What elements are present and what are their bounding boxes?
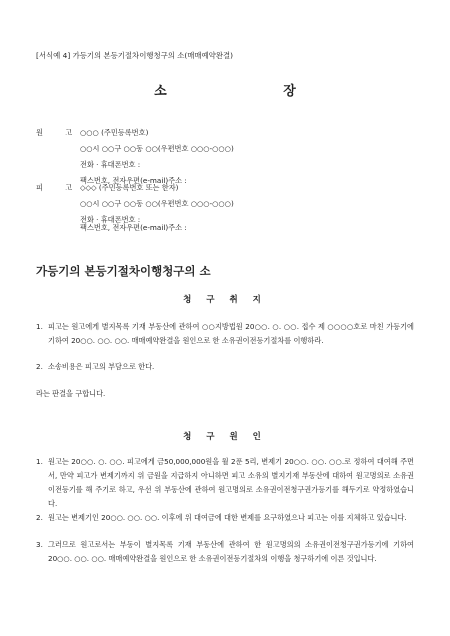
claim-cause-heading: 청 구 원 인 bbox=[183, 432, 267, 442]
claim-purpose-item-1 bbox=[36, 320, 414, 348]
item-number: 1. bbox=[36, 457, 43, 466]
item-number: 2. bbox=[36, 513, 43, 522]
claim-cause-item-3 bbox=[36, 538, 414, 566]
plaintiff-address: ○○시 ○○구 ○○동 ○○(우편번호 ○○○-○○○) bbox=[80, 144, 234, 153]
item-number: 2. bbox=[36, 362, 43, 371]
item-number: 1. bbox=[36, 322, 43, 331]
item-text: 원고는 변제기인 20○○. ○○. ○○. 이후에 위 대여금에 대한 변제를 요구하였으나 피고는 이를 지체하고 있습니다. bbox=[48, 513, 407, 522]
defendant-phone: 전화 · 휴대폰번호 : bbox=[80, 215, 141, 224]
claim-purpose-heading: 청 구 취 지 bbox=[183, 295, 267, 305]
item-text: 피고는 원고에게 별지목록 기재 부동산에 관하여 ○○지방법원 20○○. ○. ○○. 접수 제 ○○○○호로 마친 가등기에 기하여 20○○. ○○. ○○. 매매예약완결을 원인으로 한 소유권이전등기절차를 이행하라. bbox=[48, 322, 414, 345]
claim-purpose-closing: 라는 판결을 구합니다. bbox=[36, 389, 106, 398]
claim-cause-item-1 bbox=[36, 455, 414, 511]
item-number: 3. bbox=[36, 540, 43, 549]
document-title: 소 장 bbox=[154, 84, 352, 99]
defendant-fax-email: 팩스번호, 전자우편(e-mail)주소 : bbox=[80, 223, 187, 232]
item-text: 그러므로 원고로서는 부동이 별지목록 기재 부동산에 관하여 한 원고명의의 소유권이전청구권가등기에 기하여 20○○. ○○. ○○. 매매예약완결을 원인으로 한 소유권이전등기절차의 이행을 청구하기에 이른 것입니다. bbox=[48, 540, 414, 563]
claim-cause-item-2 bbox=[36, 511, 414, 525]
plaintiff-fax-email: 팩스번호, 전자우편(e-mail)주소 : bbox=[80, 176, 187, 185]
claim-purpose-item-2 bbox=[36, 360, 414, 374]
defendant-name: ◇◇◇ (주민등록번호 또는 한자) bbox=[80, 183, 179, 192]
plaintiff-phone: 전화 · 휴대폰번호 : bbox=[80, 160, 141, 169]
item-text: 소송비용은 피고의 부담으로 한다. bbox=[48, 362, 155, 371]
case-title: 가등기의 본등기절차이행청구의 소 bbox=[36, 264, 211, 278]
defendant-address: ○○시 ○○구 ○○동 ○○(우편번호 ○○○-○○○) bbox=[80, 199, 234, 208]
defendant-label: 피 고 bbox=[36, 183, 83, 192]
form-label: [서식예 4] 가등기의 본등기절차이행청구의 소(매매예약완결) bbox=[36, 51, 233, 60]
plaintiff-label: 원 고 bbox=[36, 128, 83, 137]
item-text: 원고는 20○○. ○. ○○. 피고에게 금50,000,000원을 월 2푼 5리, 변제기 20○○. ○○. ○○.로 정하여 대여해 주면서, 만약 피고가 변제기까지 위 금원을 지급하지 아니하면 피고 소유의 별지기재 부동산에 대하여 원고명의로 소유권이전등기를 해 주기로 하고, 우선 위 부동산에 관하여 원고명의로 소유권이전청구권가등기를 해두기로 약정하였습니다. bbox=[48, 457, 414, 508]
plaintiff-name: ○○○ (주민등록번호) bbox=[80, 128, 149, 137]
